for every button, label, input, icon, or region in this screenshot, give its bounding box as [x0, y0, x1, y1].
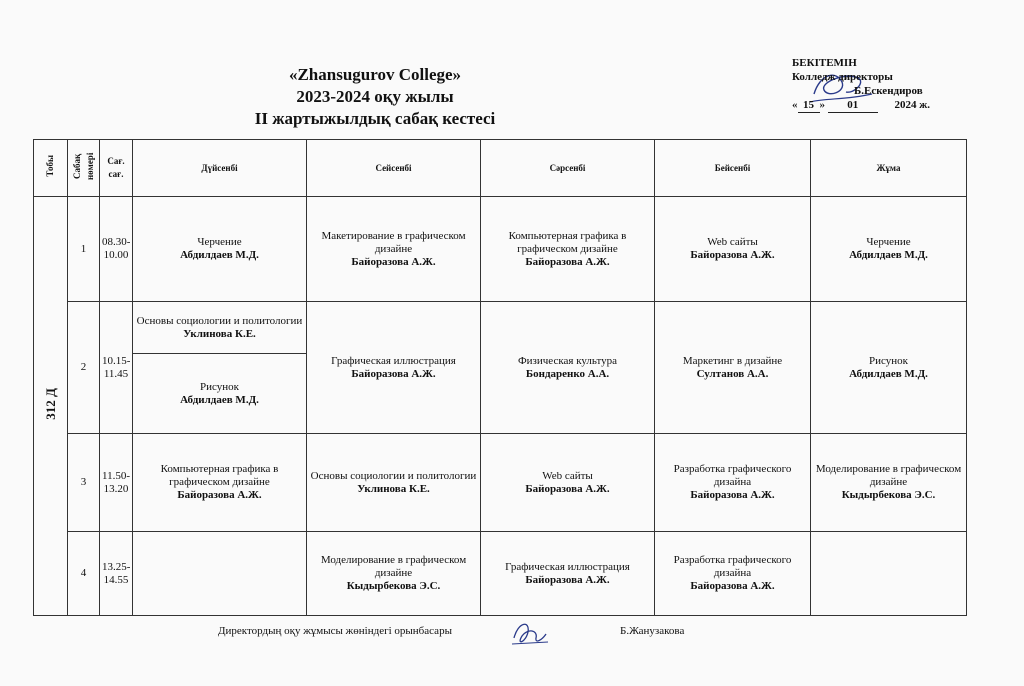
lesson-row-2: [34, 302, 967, 354]
approval-director: Б.Ескендиров: [854, 85, 923, 97]
lesson-cell: Web сайты Байоразова А.Ж.: [481, 434, 655, 532]
approval-month: 01: [828, 98, 878, 113]
lesson-time: 11.50-13.20: [100, 434, 133, 532]
lesson-cell: Web сайты Байоразова А.Ж.: [655, 197, 811, 302]
lesson-number: 4: [68, 532, 100, 616]
lesson-time: 08.30-10.00: [100, 197, 133, 302]
document-title: [190, 64, 560, 130]
lesson-row-1: [34, 197, 967, 302]
lesson-cell-empty: [133, 532, 307, 616]
lesson-cell: Черчение Абдилдаев М.Д.: [133, 197, 307, 302]
schedule-subtitle: II жартыжылдық сабақ кестесі: [254, 109, 496, 128]
lesson-number: 2: [68, 302, 100, 434]
lesson-cell: Основы социологии и политологии Уклинова К.Е.: [307, 434, 481, 532]
lesson-number: 3: [68, 434, 100, 532]
hours-column-header: Сағ. сағ.: [100, 140, 133, 197]
lesson-row-3: [34, 434, 967, 532]
college-name: «Zhansugurov College»: [288, 65, 462, 84]
lesson-cell: Физическая культура Бондаренко А.А.: [481, 302, 655, 434]
lesson-cell-empty: [811, 532, 967, 616]
approval-date: « 15 » 01 2024 ж.: [792, 99, 930, 111]
lesson-cell: Разработка графического дизайна Байоразова А.Ж.: [655, 532, 811, 616]
footer-name: Б.Жанузакова: [620, 625, 685, 637]
lesson-cell: Компьютерная графика в графическом дизайне Байоразова А.Ж.: [133, 434, 307, 532]
footer-role: Директордың оқу жұмысы жөніндегі орынбасары: [218, 625, 452, 637]
day-header-friday: Жұма: [811, 140, 967, 197]
day-header-wednesday: Сәрсенбі: [481, 140, 655, 197]
day-header-tuesday: Сейсенбі: [307, 140, 481, 197]
group-column-header: Тобы: [34, 140, 68, 197]
lesson-cell: Компьютерная графика в графическом дизайне Байоразова А.Ж.: [481, 197, 655, 302]
lesson-number: 1: [68, 197, 100, 302]
lesson-cell: Рисунок Абдилдаев М.Д.: [133, 354, 307, 434]
lesson-time: 13.25-14.55: [100, 532, 133, 616]
lesson-time: 10.15-11.45: [100, 302, 133, 434]
approval-year: 2024 ж.: [894, 99, 930, 111]
lesson-cell: Графическая иллюстрация Байоразова А.Ж.: [481, 532, 655, 616]
academic-year: 2023-2024 оқу жылы: [296, 87, 454, 106]
lesson-cell: Моделирование в графическом дизайне Кыдырбекова Э.С.: [307, 532, 481, 616]
lesson-cell: Основы социологии и политологии Уклинова К.Е.: [133, 302, 307, 354]
header-row: [34, 140, 967, 197]
day-header-thursday: Бейсенбі: [655, 140, 811, 197]
group-cell: 312 Д: [34, 197, 68, 616]
lesson-cell: Рисунок Абдилдаев М.Д.: [811, 302, 967, 434]
day-header-monday: Дүйсенбі: [133, 140, 307, 197]
lesson-cell: Графическая иллюстрация Байоразова А.Ж.: [307, 302, 481, 434]
lesson-row-4: [34, 532, 967, 616]
schedule-table: [33, 139, 967, 616]
lesson-cell: Макетирование в графическом дизайне Байоразова А.Ж.: [307, 197, 481, 302]
lesson-cell: Моделирование в графическом дизайне Кыдырбекова Э.С.: [811, 434, 967, 532]
deputy-signature-icon: [508, 616, 552, 650]
approval-role: Колледж директоры: [792, 71, 893, 83]
approval-block: [792, 56, 930, 113]
lesson-cell: Разработка графического дизайна Байоразова А.Ж.: [655, 434, 811, 532]
approval-day: 15: [798, 98, 820, 113]
approval-title: БЕКІТЕМІН: [792, 57, 857, 69]
lesson-number-column-header: Сабақ нөмері: [68, 140, 100, 197]
lesson-cell: Черчение Абдилдаев М.Д.: [811, 197, 967, 302]
lesson-cell: Маркетинг в дизайне Султанов А.А.: [655, 302, 811, 434]
